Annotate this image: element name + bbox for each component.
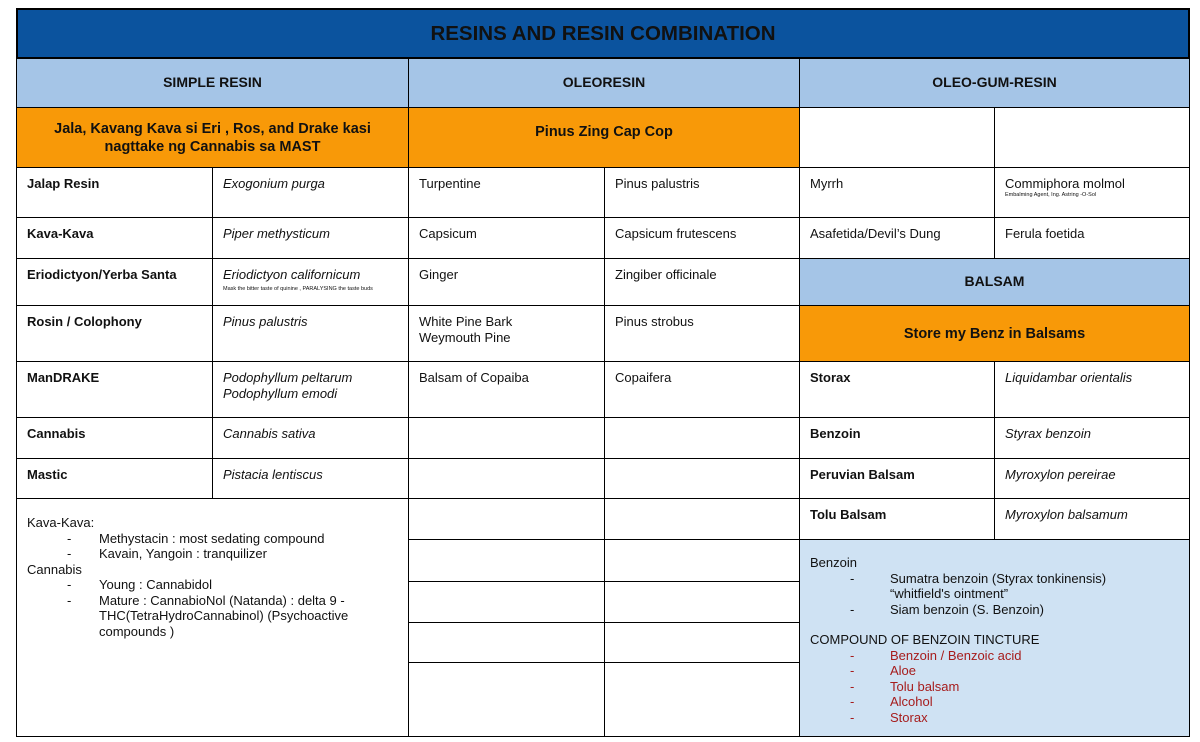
empty-cell — [604, 458, 800, 499]
simple-resin-name: ManDRAKE — [16, 361, 213, 418]
species-line-1: Podophyllum peltarum — [223, 370, 353, 385]
balsam-species: Styrax benzoin — [994, 417, 1190, 459]
empty-cell — [604, 622, 800, 663]
empty-cell — [408, 581, 605, 623]
simple-resin-name: Rosin / Colophony — [16, 305, 213, 362]
simple-resin-name: Mastic — [16, 458, 213, 499]
empty-cell — [408, 622, 605, 663]
empty-cell — [604, 539, 800, 582]
species-note: Embalming Agent, Ing. Astring -O-Sol — [1005, 191, 1097, 198]
bullet-dash: - — [850, 601, 855, 617]
oleoresin-species: Pinus palustris — [604, 167, 800, 218]
oleo-gum-resin-species: Ferula foetida — [994, 217, 1190, 259]
notes-item: “whitfield's ointment” — [890, 586, 1009, 601]
simple-resin-name: Kava-Kava — [16, 217, 213, 259]
header-balsam: BALSAM — [799, 258, 1190, 306]
notes-item: Aloe — [890, 663, 917, 678]
simple-resin-notes — [16, 498, 409, 737]
bullet-dash: - — [850, 570, 855, 586]
name-line-2: Weymouth Pine — [419, 329, 511, 345]
mnemonic-simple-resin — [16, 107, 409, 168]
empty-cell — [604, 417, 800, 459]
notes-item: Mature : CannabioNol (Natanda) : delta 9 - — [99, 592, 345, 608]
notes-item: Sumatra benzoin (Styrax tonkinensis) — [890, 570, 1107, 586]
notes-heading: Kava-Kava: — [27, 515, 95, 530]
balsam-name: Peruvian Balsam — [799, 458, 995, 499]
simple-resin-species — [212, 361, 409, 418]
notes-heading: Cannabis — [27, 561, 82, 577]
species-text: Eriodictyon californicum — [223, 267, 361, 282]
balsam-species: Myroxylon balsamum — [994, 498, 1190, 540]
empty-cell — [408, 417, 605, 459]
simple-resin-species: Exogonium purga — [212, 167, 409, 218]
oleoresin-species: Zingiber officinale — [604, 258, 800, 306]
balsam-name: Storax — [799, 361, 995, 418]
empty-cell — [604, 498, 800, 540]
simple-resin-name: Eriodictyon/Yerba Santa — [16, 258, 213, 306]
simple-resin-species: Piper methysticum — [212, 217, 409, 259]
simple-resin-species — [212, 258, 409, 306]
oleo-gum-resin-species — [994, 167, 1190, 218]
mnemonic-line-1: Jala, Kavang Kava si Eri , Ros, and Drake kasi — [54, 120, 371, 137]
empty-cell — [604, 581, 800, 623]
species-text: Commiphora molmol — [1005, 176, 1125, 191]
oleoresin-name: Balsam of Copaiba — [408, 361, 605, 418]
simple-resin-species: Pinus palustris — [212, 305, 409, 362]
table-title: RESINS AND RESIN COMBINATION — [16, 8, 1190, 59]
notes-item: Methystacin : most sedating compound — [99, 530, 325, 546]
header-oleo-gum-resin: OLEO-GUM-RESIN — [799, 58, 1190, 108]
simple-resin-species: Pistacia lentiscus — [212, 458, 409, 499]
balsam-notes — [799, 539, 1190, 737]
simple-resin-name: Jalap Resin — [16, 167, 213, 218]
simple-resin-name: Cannabis — [16, 417, 213, 459]
mnemonic-oleoresin: Pinus Zing Cap Cop — [408, 107, 800, 168]
oleoresin-species: Pinus strobus — [604, 305, 800, 362]
notes-item: Tolu balsam — [890, 678, 960, 694]
notes-item: Benzoin / Benzoic acid — [890, 647, 1022, 663]
oleoresin-name: Ginger — [408, 258, 605, 306]
oleoresin-species: Copaifera — [604, 361, 800, 418]
oleo-gum-resin-name: Myrrh — [799, 167, 995, 218]
notes-item: compounds ) — [99, 623, 175, 639]
notes-item: Young : Cannabidol — [99, 577, 213, 592]
balsam-species: Myroxylon pereirae — [994, 458, 1190, 499]
oleoresin-name: Capsicum — [408, 217, 605, 259]
notes-item: Kavain, Yangoin : tranquilizer — [99, 546, 267, 561]
empty-cell — [604, 662, 800, 737]
notes-item: Storax — [890, 709, 928, 725]
oleoresin-name — [408, 305, 605, 362]
bullet-dash: - — [850, 709, 855, 725]
empty-cell — [408, 539, 605, 582]
balsam-name: Benzoin — [799, 417, 995, 459]
bullet-dash: - — [850, 663, 855, 678]
mnemonic-line-2: nagttake ng Cannabis sa MAST — [104, 138, 321, 155]
oleoresin-species: Capsicum frutescens — [604, 217, 800, 259]
bullet-dash: - — [67, 546, 72, 561]
bullet-dash: - — [67, 530, 72, 546]
name-line-1: White Pine Bark — [419, 314, 513, 329]
empty-cell — [799, 107, 995, 168]
notes-item: Siam benzoin (S. Benzoin) — [890, 601, 1044, 617]
bullet-dash: - — [850, 694, 855, 709]
notes-item: Alcohol — [890, 694, 933, 709]
empty-cell — [408, 498, 605, 540]
oleo-gum-resin-name: Asafetida/Devil’s Dung — [799, 217, 995, 259]
bullet-dash: - — [850, 678, 855, 694]
notes-item: THC(TetraHydroCannabinol) (Psychoactive — [99, 608, 349, 623]
empty-cell — [408, 662, 605, 737]
bullet-dash: - — [850, 647, 855, 663]
notes-heading: Benzoin — [810, 555, 857, 570]
simple-resin-species: Cannabis sativa — [212, 417, 409, 459]
empty-cell — [994, 107, 1190, 168]
mnemonic-balsam: Store my Benz in Balsams — [799, 305, 1190, 362]
resin-table — [16, 8, 1190, 737]
header-oleoresin: OLEORESIN — [408, 58, 800, 108]
bullet-dash: - — [67, 592, 72, 608]
empty-cell — [408, 458, 605, 499]
oleoresin-name: Turpentine — [408, 167, 605, 218]
species-line-2: Podophyllum emodi — [223, 385, 338, 401]
balsam-species: Liquidambar orientalis — [994, 361, 1190, 418]
header-simple-resin: SIMPLE RESIN — [16, 58, 409, 108]
bullet-dash: - — [67, 577, 72, 592]
notes-heading: COMPOUND OF BENZOIN TINCTURE — [810, 632, 1040, 647]
balsam-name: Tolu Balsam — [799, 498, 995, 540]
species-note: Mask the bitter taste of quinine , PARALYSING the taste buds — [223, 285, 373, 292]
